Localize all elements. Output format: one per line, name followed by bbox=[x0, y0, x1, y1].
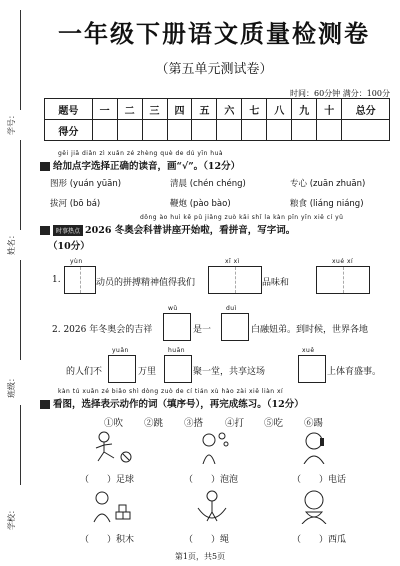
school-label: 学校： bbox=[7, 506, 16, 530]
q1-item[interactable] bbox=[50, 197, 100, 209]
margin-line bbox=[20, 140, 21, 230]
score-header-cell: 总分 bbox=[342, 99, 390, 120]
writing-box[interactable] bbox=[316, 266, 370, 294]
score-cell[interactable] bbox=[242, 120, 267, 141]
q1-options[interactable]: (pào bào) bbox=[189, 199, 231, 209]
score-header-cell: 一 bbox=[92, 99, 117, 120]
blank-pinyin: xuě bbox=[302, 347, 315, 354]
margin-line bbox=[20, 405, 21, 485]
q1-options[interactable]: (liáng niáng) bbox=[309, 199, 364, 209]
q1-word: 专心 bbox=[290, 179, 308, 189]
q1-item[interactable] bbox=[170, 197, 231, 209]
score-row-label: 得分 bbox=[45, 120, 93, 141]
q2-line1-num: 1. bbox=[52, 275, 61, 285]
q1-item[interactable] bbox=[290, 177, 365, 189]
q2-line1-text: 动员的拼搏精神值得我们 bbox=[96, 278, 196, 288]
kicking-football-illustration bbox=[92, 430, 136, 464]
score-header-cell: 九 bbox=[292, 99, 317, 120]
verb-option: ⑤吃 bbox=[264, 418, 284, 429]
blank-pinyin: yùn bbox=[70, 258, 83, 265]
page-subtitle: （第五单元测试卷） bbox=[155, 62, 273, 77]
blank-pinyin: huān bbox=[168, 347, 186, 354]
name-label: 姓名： bbox=[7, 231, 16, 255]
answer-blank[interactable]: （ ）绳 bbox=[184, 535, 230, 545]
score-cell[interactable] bbox=[217, 120, 242, 141]
score-header-cell: 四 bbox=[167, 99, 192, 120]
phone-call-illustration bbox=[296, 430, 332, 464]
writing-box[interactable] bbox=[221, 313, 249, 341]
score-cell[interactable] bbox=[142, 120, 167, 141]
q2-line1-text: 品味和 bbox=[262, 278, 290, 288]
q1-word: 粮食 bbox=[290, 199, 308, 209]
score-cell[interactable] bbox=[192, 120, 217, 141]
exam-meta: 时间：60分钟 满分：100分 bbox=[290, 89, 390, 98]
building-blocks-illustration bbox=[90, 488, 134, 524]
q2-text: 2026 冬奥会科普讲座开始啦，看拼音，写字词。 bbox=[85, 225, 296, 236]
verb-option: ⑥踢 bbox=[304, 418, 324, 429]
jump-rope-illustration bbox=[192, 488, 232, 524]
score-cell[interactable] bbox=[292, 120, 317, 141]
blank-pinyin: yuǎn bbox=[112, 347, 129, 354]
answer-blank[interactable]: （ ）积木 bbox=[80, 535, 135, 545]
score-cell[interactable] bbox=[92, 120, 117, 141]
hot-topic-tag: 时事热点 bbox=[53, 225, 83, 236]
page-title: 一年级下册语文质量检测卷 bbox=[58, 19, 370, 48]
answer-blank[interactable]: （ ）泡泡 bbox=[184, 475, 239, 485]
blank-pinyin: duì bbox=[226, 305, 237, 312]
q2-line3-text: 的人们不 bbox=[66, 367, 103, 377]
score-header-row bbox=[45, 99, 390, 120]
student-id-label: 学号： bbox=[7, 111, 16, 135]
q3-heading bbox=[40, 396, 304, 410]
q2-score: （10分） bbox=[48, 241, 90, 252]
q2-line3-text: 万里 bbox=[138, 367, 157, 377]
section-marker-icon bbox=[40, 400, 50, 409]
q1-text: 给加点字选择正确的读音，画“√”。（12分） bbox=[53, 161, 241, 172]
score-header-cell: 七 bbox=[242, 99, 267, 120]
writing-box[interactable] bbox=[64, 266, 96, 294]
q1-word: 图形 bbox=[50, 179, 68, 189]
score-header-cell: 二 bbox=[117, 99, 142, 120]
q2-heading bbox=[40, 222, 295, 236]
score-cell[interactable] bbox=[317, 120, 342, 141]
page-footer: 第1页，共5页 bbox=[174, 552, 226, 561]
verb-option: ③搭 bbox=[184, 418, 204, 429]
class-label: 班级： bbox=[7, 374, 16, 398]
score-cell[interactable] bbox=[267, 120, 292, 141]
verb-option: ②跳 bbox=[144, 418, 164, 429]
score-header-cell: 三 bbox=[142, 99, 167, 120]
q2-line2-text: 是一 bbox=[193, 325, 212, 335]
writing-box[interactable] bbox=[298, 355, 326, 383]
score-cell[interactable] bbox=[167, 120, 192, 141]
q1-word: 拔河 bbox=[50, 199, 68, 209]
verb-option: ①吹 bbox=[104, 418, 124, 429]
writing-box[interactable] bbox=[108, 355, 136, 383]
q1-item[interactable] bbox=[50, 177, 121, 189]
score-header-cell: 六 bbox=[217, 99, 242, 120]
score-header-cell: 五 bbox=[192, 99, 217, 120]
q2-line3-text: 上体育盛事。 bbox=[327, 367, 382, 377]
score-row bbox=[45, 120, 390, 141]
q1-pinyin: gěi jiā diǎn zì xuǎn zé zhèng què de dú yīn huà bbox=[58, 150, 224, 157]
writing-box[interactable] bbox=[163, 313, 191, 341]
margin-line bbox=[20, 10, 21, 110]
section-marker-icon bbox=[40, 162, 50, 171]
q2-line2-text: 2. 2026 年冬奥会的吉祥 bbox=[52, 325, 153, 335]
score-header-cell: 题号 bbox=[45, 99, 93, 120]
answer-blank[interactable]: （ ）足球 bbox=[80, 475, 135, 485]
score-header-cell: 八 bbox=[267, 99, 292, 120]
score-cell[interactable] bbox=[117, 120, 142, 141]
blank-pinyin: xī xì bbox=[225, 258, 240, 265]
binding-margin bbox=[0, 0, 30, 566]
q2-line3-text: 聚一堂，共享这场 bbox=[193, 367, 266, 377]
verb-option: ④打 bbox=[225, 418, 245, 429]
q1-item[interactable] bbox=[170, 177, 246, 189]
eating-watermelon-illustration bbox=[296, 488, 332, 524]
q1-options[interactable]: (zuān zhuān) bbox=[309, 179, 366, 189]
score-header-cell: 十 bbox=[317, 99, 342, 120]
q1-options[interactable]: (bō bá) bbox=[69, 199, 101, 209]
score-cell[interactable] bbox=[342, 120, 390, 141]
margin-line bbox=[20, 260, 21, 360]
score-table bbox=[44, 98, 390, 141]
q1-word: 鞭炮 bbox=[170, 199, 188, 209]
q1-options[interactable]: (chén chéng) bbox=[189, 179, 246, 189]
writing-box[interactable] bbox=[208, 266, 262, 294]
section-marker-icon bbox=[40, 226, 50, 235]
writing-box[interactable] bbox=[164, 355, 192, 383]
q2-line2-text: 白融妞弟。到时候，世界各地 bbox=[251, 325, 369, 335]
q1-word: 清晨 bbox=[170, 179, 188, 189]
q2-pinyin: dōng ào huì kē pǔ jiǎng zuò kāi shǐ la kàn pīn yīn xiě cí yǔ bbox=[140, 214, 344, 221]
q1-heading bbox=[40, 158, 240, 172]
q3-text: 看图，选择表示动作的词（填序号），再完成练习。（12分） bbox=[53, 399, 304, 410]
q1-item[interactable] bbox=[290, 197, 364, 209]
answer-blank[interactable]: （ ）电话 bbox=[292, 475, 347, 485]
q1-options[interactable]: (yuán yūān) bbox=[69, 179, 122, 189]
blowing-bubbles-illustration bbox=[195, 430, 231, 464]
blank-pinyin: xué xí bbox=[332, 258, 354, 265]
q3-pinyin: kàn tú xuǎn zé biǎo shì dòng zuò de cí tián xù hào zài xiě liàn xí bbox=[58, 388, 284, 395]
blank-pinyin: wǔ bbox=[168, 305, 178, 312]
answer-blank[interactable]: （ ）西瓜 bbox=[292, 535, 347, 545]
